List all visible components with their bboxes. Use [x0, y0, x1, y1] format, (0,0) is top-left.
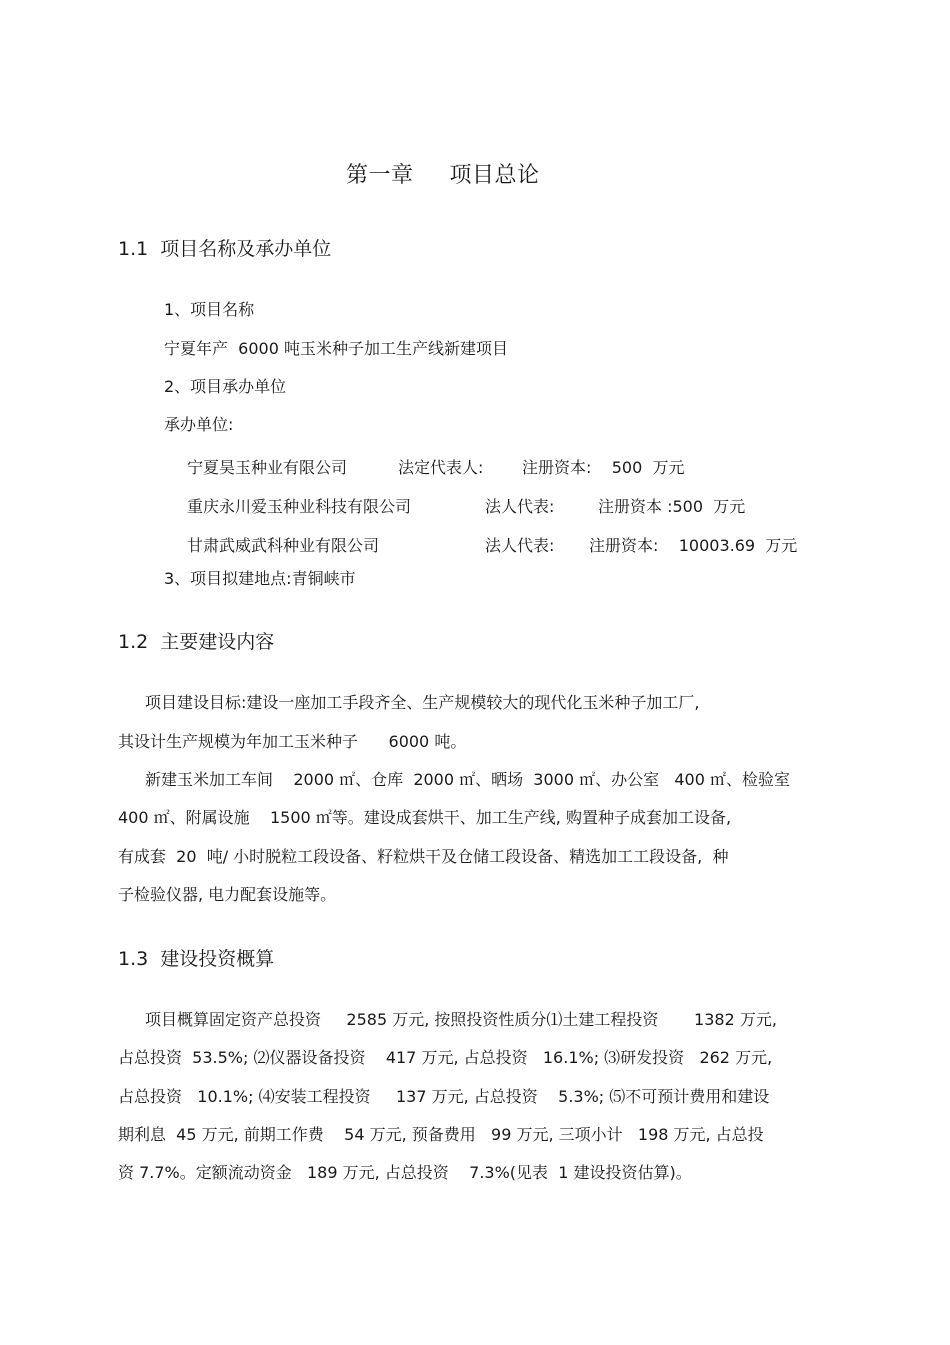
item-undertaker-label: 2、项目承办单位	[164, 377, 287, 396]
company-capital: 注册资本: 500 万元	[522, 458, 685, 477]
chapter-label: 第一章	[346, 163, 414, 188]
project-name: 宁夏年产 6000 吨玉米种子加工生产线新建项目	[164, 339, 508, 358]
company-capital: 注册资本: 10003.69 万元	[589, 536, 798, 555]
section-number: 1.3	[118, 948, 149, 970]
section-title: 项目名称及承办单位	[160, 238, 332, 260]
item-location: 3、项目拟建地点:青铜峡市	[164, 569, 356, 588]
paragraph-line: 子检验仪器, 电力配套设施等。	[118, 885, 337, 904]
paragraph-line: 新建玉米加工车间 2000 ㎡、仓库 2000 ㎡、晒场 3000 ㎡、办公室 400 ㎡、检验室	[145, 770, 790, 789]
undertaker-label: 承办单位:	[164, 415, 234, 434]
paragraph-line: 期利息 45 万元, 前期工作费 54 万元, 预备费用 99 万元, 三项小计 198 万元, 占总投	[118, 1125, 764, 1144]
company-name: 甘肃武威武科种业有限公司	[187, 536, 380, 555]
chapter-title	[346, 165, 540, 187]
company-rep: 法定代表人:	[398, 458, 484, 477]
section-heading-1-1	[118, 240, 331, 259]
chapter-name: 项目总论	[449, 163, 540, 188]
paragraph-line: 占总投资 10.1%; ⑷安装工程投资 137 万元, 占总投资 5.3%; ⑸不可预计费用和建设	[118, 1087, 770, 1106]
paragraph-line: 400 ㎡、附属设施 1500 ㎡等。建设成套烘干、加工生产线, 购置种子成套加工设备,	[118, 808, 732, 827]
paragraph-line: 有成套 20 吨/ 小时脱粒工段设备、籽粒烘干及仓储工段设备、精选加工工段设备, 种	[118, 847, 729, 866]
item-project-name-label: 1、项目名称	[164, 300, 255, 319]
section-number: 1.1	[118, 238, 149, 260]
section-heading-1-3	[118, 950, 274, 969]
paragraph-line: 项目建设目标:建设一座加工手段齐全、生产规模较大的现代化玉米种子加工厂,	[145, 693, 700, 712]
company-name: 宁夏昊玉种业有限公司	[187, 458, 348, 477]
paragraph-line: 其设计生产规模为年加工玉米种子 6000 吨。	[118, 732, 467, 751]
section-number: 1.2	[118, 631, 149, 653]
paragraph-line: 占总投资 53.5%; ⑵仪器设备投资 417 万元, 占总投资 16.1%; ⑶研发投资 262 万元,	[118, 1048, 773, 1067]
section-title: 建设投资概算	[160, 948, 275, 970]
company-rep: 法人代表:	[485, 497, 555, 516]
paragraph-line: 资 7.7%。定额流动资金 189 万元, 占总投资 7.3%(见表 1 建设投资估算)。	[118, 1163, 692, 1182]
company-rep: 法人代表:	[485, 536, 555, 555]
company-capital: 注册资本 :500 万元	[598, 497, 746, 516]
section-heading-1-2	[118, 633, 274, 652]
paragraph-line: 项目概算固定资产总投资 2585 万元, 按照投资性质分⑴土建工程投资 1382 万元,	[145, 1010, 777, 1029]
company-name: 重庆永川爱玉种业科技有限公司	[187, 497, 412, 516]
section-title: 主要建设内容	[160, 631, 275, 653]
